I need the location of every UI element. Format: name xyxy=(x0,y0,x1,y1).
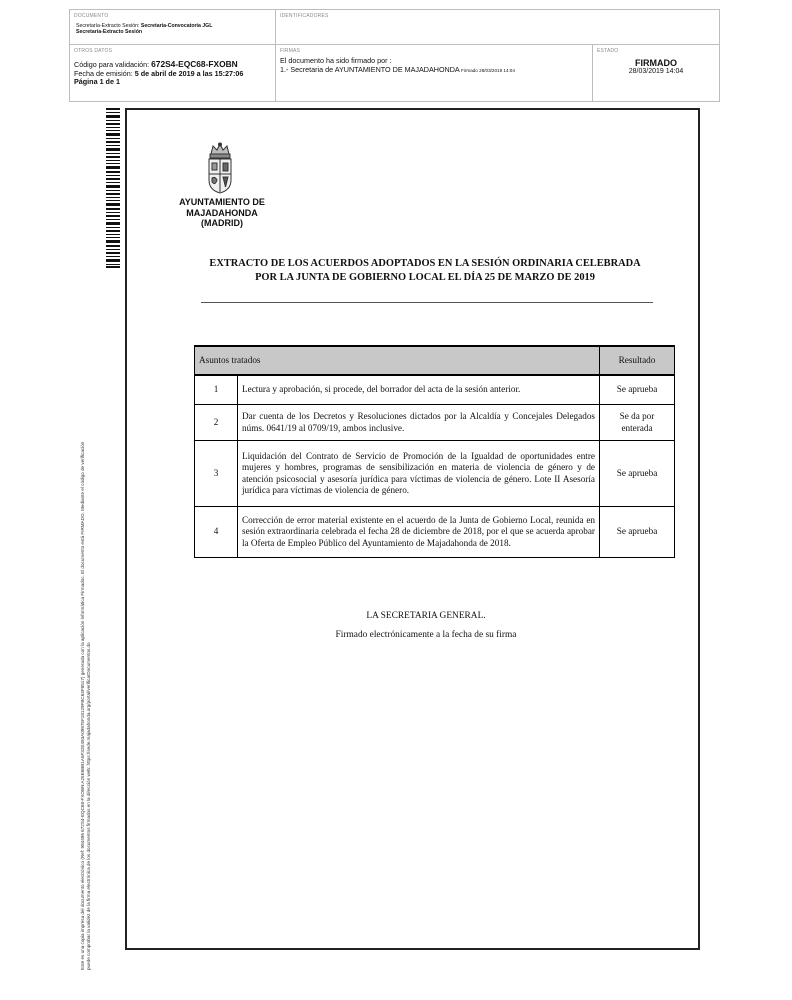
documento-line2: Secretaría-Extracto Sesión xyxy=(76,29,143,36)
row-result: Se da por enterada xyxy=(600,405,675,441)
side-text-line2: puede comprobar la validez de la firma electrónica de los documentos firmados en la dirección web: https://sede.majadahonda.org/portal/verificarDocumentos.do xyxy=(86,642,91,970)
pagina-indicator: Página 1 de 1 xyxy=(74,77,120,87)
title-divider xyxy=(201,302,653,303)
estado-value: FIRMADO xyxy=(635,58,677,68)
agenda-table xyxy=(194,345,675,558)
documento-caption: DOCUMENTO xyxy=(74,13,109,19)
table-row xyxy=(195,375,675,405)
table-row xyxy=(195,405,675,441)
estado-caption: ESTADO xyxy=(597,48,619,54)
table-row xyxy=(195,507,675,558)
title-line1: EXTRACTO DE LOS ACUERDOS ADOPTADOS EN LA SESIÓN ORDINARIA CELEBRADA xyxy=(209,258,641,269)
row-number: 4 xyxy=(195,507,238,558)
row-subject: Lectura y aprobación, si procede, del borrador del acta de la sesión anterior. xyxy=(238,375,600,405)
row-result: Se aprueba xyxy=(600,441,675,507)
barcode-icon xyxy=(106,108,120,268)
row-number: 2 xyxy=(195,405,238,441)
header-asuntos: Asuntos tratados xyxy=(195,346,600,375)
secretaria-general-label: LA SECRETARIA GENERAL. xyxy=(366,611,486,621)
header-resultado: Resultado xyxy=(600,346,675,375)
firmas-line2-small: Firmado 28/03/2019 14:04 xyxy=(459,67,515,73)
table-header-row xyxy=(195,346,675,375)
firmas-line1: El documento ha sido firmado por : xyxy=(280,56,392,65)
header-documento-box xyxy=(69,9,276,45)
row-number: 1 xyxy=(195,375,238,405)
firmas-content xyxy=(280,57,592,75)
firmas-line2-main: 1.- Secretaria de AYUNTAMIENTO DE MAJADAHONDA xyxy=(280,64,460,74)
documento-line1-bold: Secretaría-Convocatoria JGL xyxy=(140,23,213,29)
row-number: 3 xyxy=(195,441,238,507)
row-result: Se aprueba xyxy=(600,375,675,405)
fecha-value: 5 de abril de 2019 a las 15:27:06 xyxy=(134,68,244,78)
letterhead-line2: MAJADAHONDA xyxy=(186,207,258,218)
coat-of-arms-icon xyxy=(203,142,237,194)
ayuntamiento-letterhead xyxy=(160,197,284,229)
firmas-caption: FIRMAS xyxy=(280,48,301,54)
codigo-label: Código para validación: xyxy=(74,60,152,69)
row-subject: Dar cuenta de los Decretos y Resoluciones dictados por la Alcaldía y Concejales Delegados núms. 0641/19 al 0709/19, ambos inclusive. xyxy=(238,405,600,441)
letterhead-line3: (MADRID) xyxy=(201,218,243,228)
documento-lines xyxy=(76,23,272,36)
header-otros-datos-box xyxy=(69,44,276,102)
firma-electronica-note: Firmado electrónicamente a la fecha de su firma xyxy=(335,630,517,640)
identificadores-caption: IDENTIFICADORES xyxy=(280,13,329,19)
document-title xyxy=(190,257,660,285)
table-row xyxy=(195,441,675,507)
fecha-label: Fecha de emisión: xyxy=(74,68,135,78)
otros-datos-content xyxy=(74,60,274,87)
row-result: Se aprueba xyxy=(600,507,675,558)
header-identificadores-box xyxy=(275,9,720,45)
letterhead-line1: AYUNTAMIENTO DE xyxy=(179,197,265,207)
otros-datos-caption: OTROS DATOS xyxy=(74,48,113,54)
row-subject: Liquidación del Contrato de Servicio de Promoción de la Igualdad de oportunidades entre mujeres y hombres, programas de sensibilización en materia de violencia de género y de atención psicosocial y asesoría jurídica para víctimas de violencia de género. Lote II Asesoría jurídica para víctimas de violencia de género. xyxy=(238,441,600,507)
side-text-line1: Este es una copia impresa del documento electrónico (Ref: 984496 672S4-EQC68-FXOBN A25E6BB1A5F32E493A09875F18129FBC63F8517) generada con la aplicación informática Firmadoc. El documento está FIRMADO. Mediante el código de verificación xyxy=(80,441,85,970)
header-firmas-box xyxy=(275,44,593,102)
codigo-value: 672S4-EQC68-FXOBN xyxy=(151,59,238,69)
documento-line1-prefix: Secretaría-Extracto Sesión: xyxy=(76,23,141,29)
row-subject: Corrección de error material existente en el acuerdo de la Junta de Gobierno Local, reunida en sesión extraordinaria celebrada el fecha 28 de diciembre de 2018, por el que se acuerda aprobar la Oferta de Empleo Público del Ayuntamiento de Majadahonda de 2018. xyxy=(238,507,600,558)
estado-date: 28/03/2019 14:04 xyxy=(628,68,684,75)
estado-content xyxy=(593,58,719,75)
title-line2: POR LA JUNTA DE GOBIERNO LOCAL EL DÍA 25 DE MARZO DE 2019 xyxy=(255,272,595,283)
header-estado-box xyxy=(592,44,720,102)
verification-side-text xyxy=(80,270,92,970)
